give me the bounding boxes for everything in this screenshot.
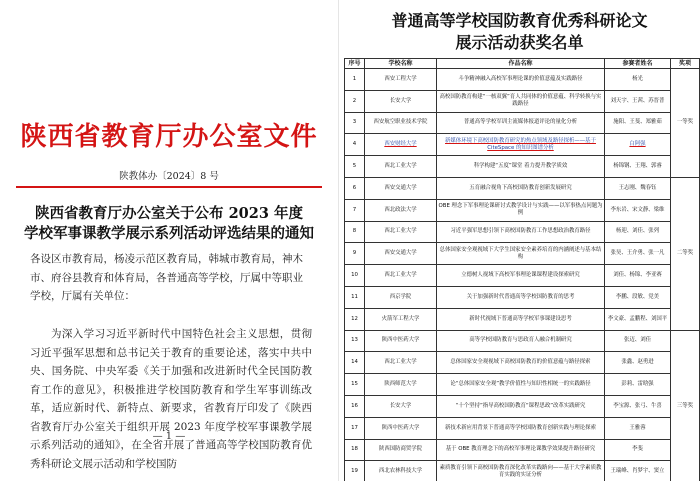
school-name: 陕西国防商贸学院	[365, 439, 437, 461]
notice-body: 为深入学习习近平新时代中国特色社会主义思想，贯彻习近平强军思想和总书记关于教育的重要论述，落实中共中央、国务院、中央军委《关于加强和改进新时代全民国防教育工作的意见》，积极推进学校国防教育和学生军事训练改革，适应新时代、新特点、新要求，省教育厅印发了《陕西省教育厅办公室关于组织开展 2023 年度学校军事课教学展示系列活动的通知》，在全省开展了普通高等学校国防教育优秀科研论文展示活动和学校国防	[30, 328, 312, 470]
document-number: 陕教体办〔2024〕8 号	[119, 171, 219, 182]
row-number: 6	[345, 177, 365, 199]
table-row	[345, 243, 700, 265]
table-row	[345, 177, 700, 199]
notice-document-page	[0, 0, 338, 481]
table-row	[345, 221, 700, 243]
school-name: 火箭军工程大学	[365, 308, 437, 330]
document-header-title: 陕西省教育厅办公室文件	[20, 122, 318, 152]
work-title: 习近平强军思想引领下高校国防教育工作思想政治教育路径	[437, 221, 605, 243]
table-row	[345, 395, 700, 417]
author-names: 王雅蓉	[605, 417, 671, 439]
school-name: 西安交通大学	[365, 243, 437, 265]
school-name: 西安工程大学	[365, 69, 437, 91]
school-name: 西安航空职业技术学院	[365, 112, 437, 134]
work-title: 关于加强新时代普通高等学校国防教育的思考	[437, 286, 605, 308]
work-title: 高校国防教育构建“一核双翼”育人共同体的价值意蕴、科学转换与实践路径	[437, 90, 605, 112]
table-row	[345, 134, 700, 156]
author-names-highlighted: 白阿强	[629, 141, 646, 148]
author-names: 刘天宇、王茜、苏晋普	[605, 90, 671, 112]
school-name	[365, 134, 437, 156]
school-name: 长安大学	[365, 395, 437, 417]
author-names: 李鹏、段敏、党美	[605, 286, 671, 308]
school-name: 陕西中医药大学	[365, 417, 437, 439]
row-number: 16	[345, 395, 365, 417]
row-number: 14	[345, 352, 365, 374]
award-level: 二等奖	[671, 177, 700, 330]
table-row	[345, 308, 700, 330]
work-title	[437, 134, 605, 156]
notice-title-line1: 陕西省教育厅办公室关于公布 2023 年度	[35, 205, 303, 222]
author-names	[605, 134, 671, 156]
row-number: 3	[345, 112, 365, 134]
work-title-highlighted: 新媒体环境下高校国防教育研究的热点领域及路径探析——基于 CiteSpace 的知识图谱分析	[445, 137, 596, 151]
row-number: 4	[345, 134, 365, 156]
table-row	[345, 352, 700, 374]
header-authors: 参赛者姓名	[605, 59, 671, 69]
table-body	[345, 69, 700, 481]
salutation: 各设区市教育局，杨凌示范区教育局，韩城市教育局，神木市、府谷县教育和体育局，各普通高等学校，厅属中等职业学校，厅属有关单位：	[30, 253, 303, 302]
author-names: 张迈、刘佳	[605, 330, 671, 352]
award-level: 三等奖	[671, 330, 700, 481]
row-number: 15	[345, 374, 365, 396]
school-name: 陕西师范大学	[365, 374, 437, 396]
author-names: 王瑞峰、肖梦宇、窦立	[605, 461, 671, 481]
table-row	[345, 112, 700, 134]
author-names: 杨锦钢、王翔、郭睿	[605, 156, 671, 178]
award-list-page	[339, 0, 700, 481]
work-title: 总体国家安全观视域下高校国防教育的价值意蕴与路径探索	[437, 352, 605, 374]
author-names: 杨光	[605, 69, 671, 91]
award-list-title-line2: 展示活动获奖名单	[455, 33, 584, 52]
row-number: 9	[345, 243, 365, 265]
work-title: 新时代视域下普通高等学校军事课建设思考	[437, 308, 605, 330]
school-name: 长安大学	[365, 90, 437, 112]
school-name: 陕西中医药大学	[365, 330, 437, 352]
work-title: 论“总体国家安全观”教学价值性与知识性相统一的实践路径	[437, 374, 605, 396]
work-title: 总体国家安全观视域下大学生国家安全素养培育的内涵阐述与基本结构	[437, 243, 605, 265]
author-names: 杨迎、刘佳、张列	[605, 221, 671, 243]
row-number: 7	[345, 199, 365, 221]
work-title: 高等学校国防教育与思政育人融合机制研究	[437, 330, 605, 352]
row-number: 1	[345, 69, 365, 91]
table-row	[345, 374, 700, 396]
school-name: 西北工业大学	[365, 156, 437, 178]
school-name: 西安交通大学	[365, 177, 437, 199]
table-row	[345, 156, 700, 178]
row-number: 13	[345, 330, 365, 352]
page-number: — 1 —	[152, 431, 186, 442]
red-divider-line	[16, 186, 322, 188]
table-row	[345, 199, 700, 221]
author-names: 张昊、王介勇、张一凡	[605, 243, 671, 265]
work-title: 立德树人视域下高校军事理论课课程建设探索研究	[437, 265, 605, 287]
work-title: 素质教育引领下高校国防教育深化改革实践路向——基于大学素质教育实践的实证分析	[437, 461, 605, 481]
author-names: 刘佳、杨锦、李亚赛	[605, 265, 671, 287]
work-title: 基于 OBE 教育理念下的高校军事理论课教学效果提升路径研究	[437, 439, 605, 461]
work-title: OBE 理念下军事理论课研讨式教学设计与实践——以军事热点问题为例	[437, 199, 605, 221]
award-level: 一等奖	[671, 69, 700, 178]
school-name: 西北工业大学	[365, 352, 437, 374]
author-names: 李宝源、张弓、牛喜	[605, 395, 671, 417]
school-name: 西北工业大学	[365, 221, 437, 243]
row-number: 17	[345, 417, 365, 439]
author-names: 张鑫、赵勇进	[605, 352, 671, 374]
header-school: 学校名称	[365, 59, 437, 69]
table-row	[345, 286, 700, 308]
table-row	[345, 330, 700, 352]
header-award: 奖项	[671, 59, 700, 69]
award-list-title-line1: 普通高等学校国防教育优秀科研论文	[391, 11, 648, 30]
author-names: 李文豪、孟鹏程、刘国平	[605, 308, 671, 330]
row-number: 8	[345, 221, 365, 243]
author-names: 李斐	[605, 439, 671, 461]
row-number: 11	[345, 286, 365, 308]
row-number: 19	[345, 461, 365, 481]
school-name-highlighted: 西安财经大学	[384, 141, 417, 148]
table-header-row	[345, 59, 700, 69]
school-name: 西北农林科技大学	[365, 461, 437, 481]
author-names: 李东岩、宋文静、梁维	[605, 199, 671, 221]
author-names: 施阳、王斐、郑雅茹	[605, 112, 671, 134]
school-name: 西北工业大学	[365, 265, 437, 287]
work-title: 科学构建“五度”课堂 着力提升教学质效	[437, 156, 605, 178]
table-row	[345, 69, 700, 91]
notice-title-line2: 学校军事课教学展示系列活动评选结果的通知	[24, 225, 314, 242]
row-number: 18	[345, 439, 365, 461]
author-names: 王志刚、魏春钰	[605, 177, 671, 199]
table-row	[345, 417, 700, 439]
table-row	[345, 265, 700, 287]
work-title: 普通高等学校军训主流媒体报道评论的量化分析	[437, 112, 605, 134]
header-work: 作品名称	[437, 59, 605, 69]
school-name: 西京学院	[365, 286, 437, 308]
award-table	[344, 58, 700, 481]
row-number: 2	[345, 90, 365, 112]
work-title: “十个坚持”指导高校国防教育“课程思政”改革实践研究	[437, 395, 605, 417]
row-number: 12	[345, 308, 365, 330]
row-number: 10	[345, 265, 365, 287]
header-no: 序号	[345, 59, 365, 69]
table-row	[345, 90, 700, 112]
work-title: 新技术新应用背景下普通高等学校国防教育创新实践与理论探索	[437, 417, 605, 439]
notice-title	[0, 204, 338, 244]
work-title: 五育融合视角下高校国防教育创新发展研究	[437, 177, 605, 199]
author-names: 彭莉、雷晗强	[605, 374, 671, 396]
work-title: 斗争精神融入高校军事理论课的价值意蕴及实践路径	[437, 69, 605, 91]
table-row	[345, 439, 700, 461]
school-name: 西北政法大学	[365, 199, 437, 221]
table-row	[345, 461, 700, 481]
row-number: 5	[345, 156, 365, 178]
